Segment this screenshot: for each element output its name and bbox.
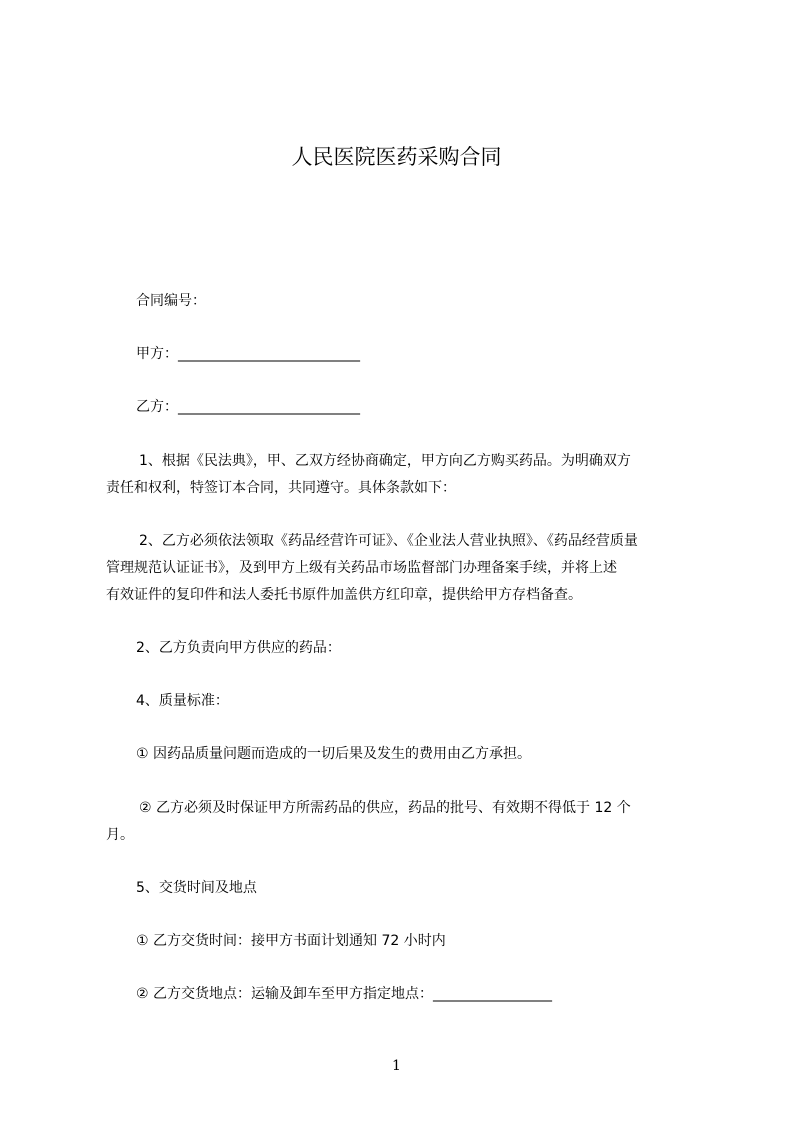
- clause-5-item-2: ② 乙方交货地点：运输及卸车至甲方指定地点：_________________: [136, 986, 552, 1002]
- page-title: 人民医院医药采购合同: [291, 145, 502, 169]
- clause-4-heading: 4、质量标准：: [136, 693, 229, 709]
- clause-4-item-2-line-2: 月。: [106, 827, 134, 843]
- clause-5-item-1: ① 乙方交货时间：接甲方书面计划通知 72 小时内: [136, 933, 446, 949]
- contract-number: 合同编号：: [136, 293, 206, 309]
- clause-1-line-1: 1、根据《民法典》，甲、乙双方经协商确定，甲方向乙方购买药品。为明确双方: [139, 453, 631, 469]
- clause-4-item-1: ① 因药品质量问题而造成的一切后果及发生的费用由乙方承担。: [136, 746, 531, 762]
- party-a: 甲方：__________________________: [136, 346, 360, 362]
- page-number: 1: [392, 1058, 401, 1074]
- party-b: 乙方：__________________________: [136, 399, 360, 415]
- clause-1-line-2: 责任和权利，特签订本合同，共同遵守。具体条款如下：: [106, 480, 456, 496]
- clause-3: 2、乙方负责向甲方供应的药品：: [136, 640, 341, 656]
- clause-2-line-2: 管理规范认证证书》，及到甲方上级有关药品市场监督部门办理备案手续，并将上述: [106, 560, 617, 576]
- clause-4-item-2-line-1: ② 乙方必须及时保证甲方所需药品的供应，药品的批号、有效期不得低于 12 个: [139, 800, 631, 816]
- clause-2-line-3: 有效证件的复印件和法人委托书原件加盖供方红印章，提供给甲方存档备查。: [106, 587, 582, 603]
- clause-5-heading: 5、交货时间及地点: [136, 880, 257, 896]
- clause-2-line-1: 2、乙方必须依法领取《药品经营许可证》、《企业法人营业执照》、《药品经营质量: [139, 533, 638, 549]
